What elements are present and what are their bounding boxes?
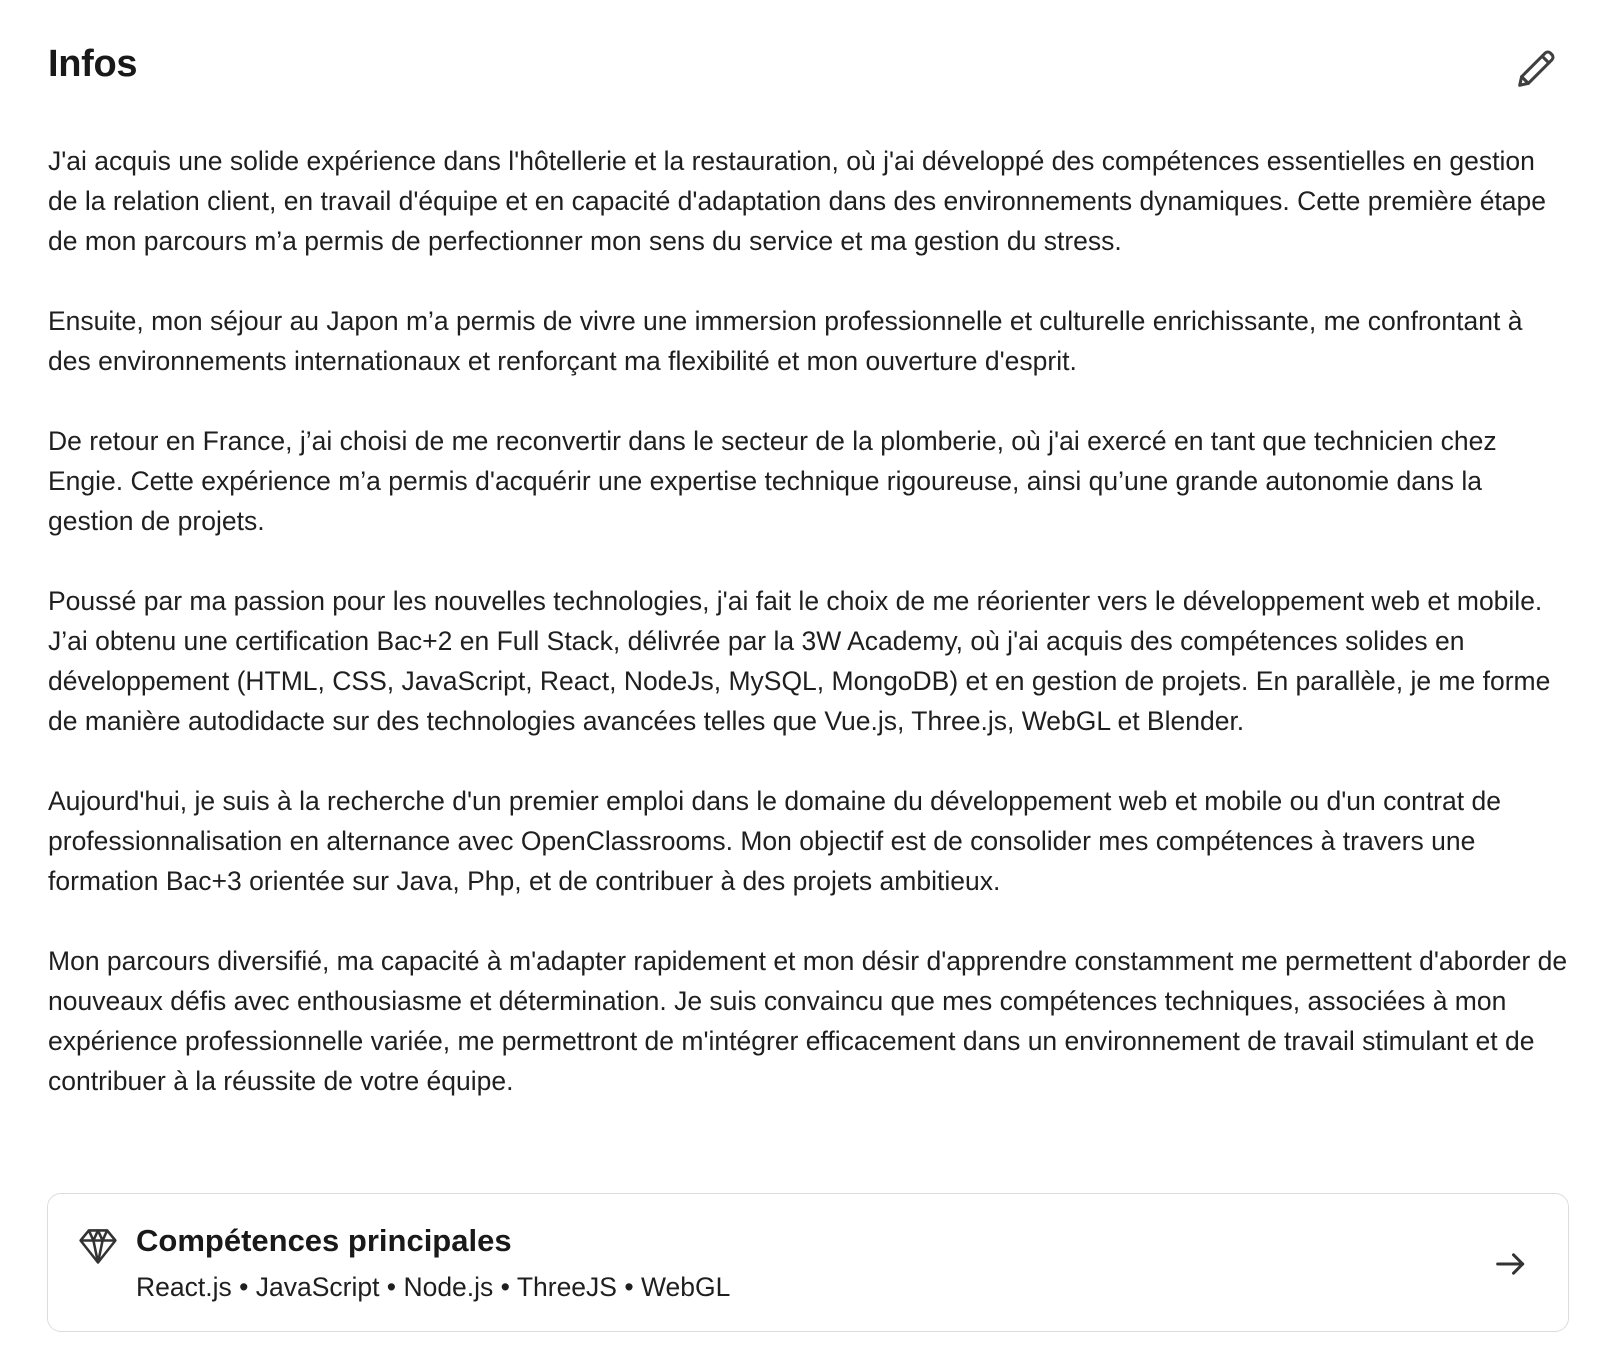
about-paragraph: Aujourd'hui, je suis à la recherche d'un premier emploi dans le domaine du développement web et mobile ou d'un contrat de professionnalisation en alternance avec OpenClassrooms. Mon objectif est de consolider mes compétences à travers une formation Bac+3 orientée sur Java, Php, et de contribuer à des projets ambitieux.: [48, 786, 1501, 896]
about-paragraph: Ensuite, mon séjour au Japon m’a permis de vivre une immersion professionnelle et culturelle enrichissante, me confrontant à des environnements internationaux et renforçant ma flexibilité et mon ouverture d'esprit.: [48, 306, 1523, 376]
diamond-icon: [76, 1224, 120, 1268]
about-paragraph: Poussé par ma passion pour les nouvelles technologies, j'ai fait le choix de me réorienter vers le développement web et mobile. J’ai obtenu une certification Bac+2 en Full Stack, délivrée par la 3W Academy, où j'ai acquis des compétences solides en développement (HTML, CSS, JavaScript, React, NodeJs, MySQL, MongoDB) et en gestion de projets. En parallèle, je me forme de manière autodidacte sur des technologies avancées telles que Vue.js, Three.js, WebGL et Blender.: [48, 586, 1551, 736]
about-paragraph: Mon parcours diversifié, ma capacité à m'adapter rapidement et mon désir d'apprendre constamment me permettent d'aborder de nouveaux défis avec enthousiasme et détermination. Je suis convaincu que mes compétences techniques, associées à mon expérience professionnelle variée, me permettront de m'intégrer efficacement dans un environnement de travail stimulant et de contribuer à la réussite de votre équipe.: [48, 946, 1568, 1096]
about-paragraph: De retour en France, j’ai choisi de me reconvertir dans le secteur de la plomberie, où j'ai exercé en tant que technicien chez Engie. Cette expérience m’a permis d'acquérir une expertise technique rigoureuse, ainsi qu’une grande autonomie dans la gestion de projets.: [48, 426, 1497, 536]
skills-list: React.js • JavaScript • Node.js • ThreeJS • WebGL: [136, 1272, 731, 1302]
skills-title: Compétences principales: [136, 1223, 512, 1258]
about-paragraph: J'ai acquis une solide expérience dans l'hôtellerie et la restauration, où j'ai développé des compétences essentielles en gestion de la relation client, en travail d'équipe et en capacité d'adaptation dans des environnements dynamiques. Cette première étape de mon parcours m’a permis de perfectionner mon sens du service et ma gestion du stress.: [48, 146, 1547, 256]
pencil-icon: [1513, 46, 1559, 95]
top-skills-card[interactable]: [47, 1193, 1569, 1332]
edit-button[interactable]: [1510, 44, 1562, 96]
arrow-right-icon[interactable]: [1491, 1244, 1531, 1284]
about-text: [48, 141, 1568, 1101]
section-title: Infos: [48, 43, 138, 85]
